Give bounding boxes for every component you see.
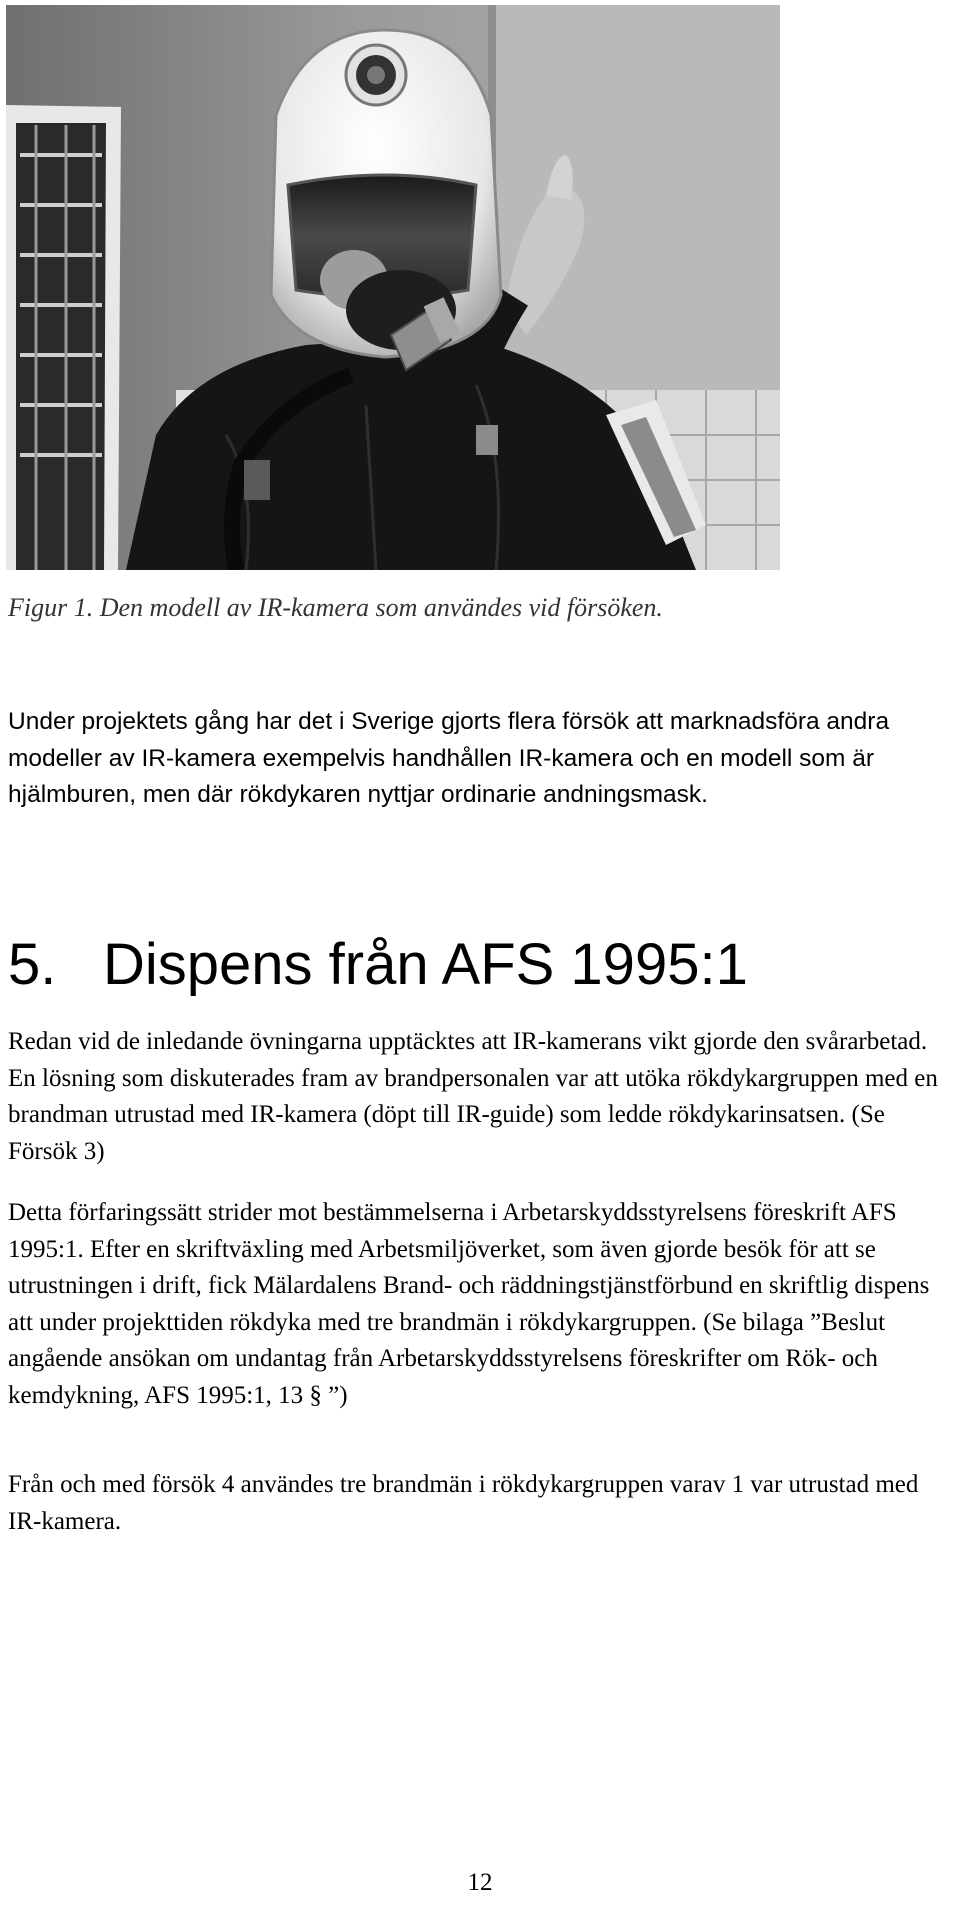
body-paragraph-2: Detta förfaringssätt strider mot bestämmelserna i Arbetarskyddsstyrelsens föreskrift AFS 1995:1. Efter en skriftväxling med Arbetsmiljöverket, som även gjorde besök för att se utrustningen i drift, fick Mälardalens Brand- och räddningstjänstförbund en skriftlig dispens att under projekttiden rökdyka med tre brandmän i rökdykargruppen. (Se bilaga ”Beslut angående ansökan om undantag från Arbetarskyddsstyrelsens föreskrifter om Rök- och kemdykning, AFS 1995:1, 13 § ”) <box>8 1199 930 1409</box>
body-paragraph-3: Från och med försök 4 användes tre brandmän i rökdykargruppen varav 1 var utrustad med IR-kamera. <box>8 1471 919 1535</box>
figure-photo-firefighter-ir-helmet <box>6 5 780 570</box>
page-number: 12 <box>467 1869 493 1896</box>
intro-paragraph: Under projektets gång har det i Sverige gjorts flera försök att marknadsföra andra modeller av IR-kamera exempelvis handhållen IR-kamera och en modell som är hjälmburen, men där rökdykaren nyttjar ordinarie andningsmask. <box>8 708 890 808</box>
section-number: 5. <box>8 932 57 997</box>
section-heading <box>8 930 748 1000</box>
body-paragraph-1: Redan vid de inledande övningarna upptäcktes att IR-kamerans vikt gjorde den svårarbetad. En lösning som diskuterades fram av brandpersonalen var att utöka rökdykargruppen med en brandman utrustad med IR-kamera (döpt till IR-guide) som ledde rökdykarinsatsen. (Se Försök 3) <box>8 1028 938 1165</box>
figure-caption: Figur 1. Den modell av IR-kamera som användes vid försöken. <box>8 593 663 622</box>
section-title: Dispens från AFS 1995:1 <box>103 932 748 997</box>
